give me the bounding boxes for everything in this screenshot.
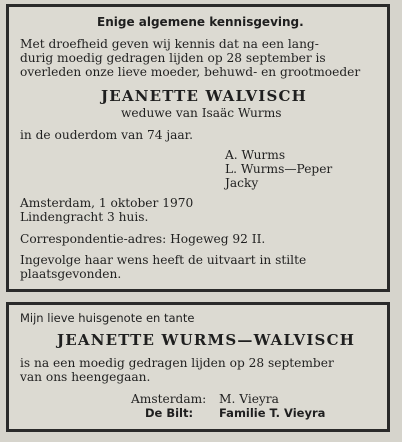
notice2-text-2: van ons heengegaan.	[20, 370, 151, 384]
signatory-place-2: De Bilt:	[145, 406, 194, 420]
intro-line-2: durig moedig gedragen lijden op 28 september is	[20, 51, 326, 65]
place-date: Amsterdam, 1 oktober 1970	[20, 196, 194, 210]
notice2-text-1: is na een moedig gedragen lijden op 28 september	[20, 356, 334, 370]
age-line: in de ouderdom van 74 jaar.	[20, 128, 194, 142]
notice-header: Enige algemene kennisgeving.	[97, 15, 304, 29]
intro-line-1: Met droefheid geven wij kennis dat na een lang-	[20, 37, 319, 51]
signatory-name-1: M. Vieyra	[219, 392, 279, 406]
address-line: Lindengracht 3 huis.	[20, 210, 149, 224]
deceased-name-2: JEANETTE WURMS—WALVISCH	[57, 331, 356, 349]
funeral-line-1: Ingevolge haar wens heeft de uitvaart in stilte	[20, 253, 307, 267]
widow-of-line: weduwe van Isaäc Wurms	[121, 106, 282, 120]
death-notice-walvisch	[6, 4, 390, 292]
notice2-intro: Mijn lieve huisgenote en tante	[20, 311, 195, 325]
family-member-1: A. Wurms	[225, 148, 286, 162]
funeral-line-2: plaatsgevonden.	[20, 267, 122, 281]
deceased-name: JEANETTE WALVISCH	[101, 87, 308, 105]
signatory-name-2: Familie T. Vieyra	[219, 406, 326, 420]
family-member-3: Jacky	[225, 176, 259, 190]
death-notice-wurms-walvisch	[6, 302, 390, 432]
signatory-place-1: Amsterdam:	[131, 392, 207, 406]
family-member-2: L. Wurms—Peper	[225, 162, 333, 176]
intro-line-3: overleden onze lieve moeder, behuwd- en grootmoeder	[20, 65, 361, 79]
correspondence-address: Correspondentie-adres: Hogeweg 92 II.	[20, 232, 266, 246]
